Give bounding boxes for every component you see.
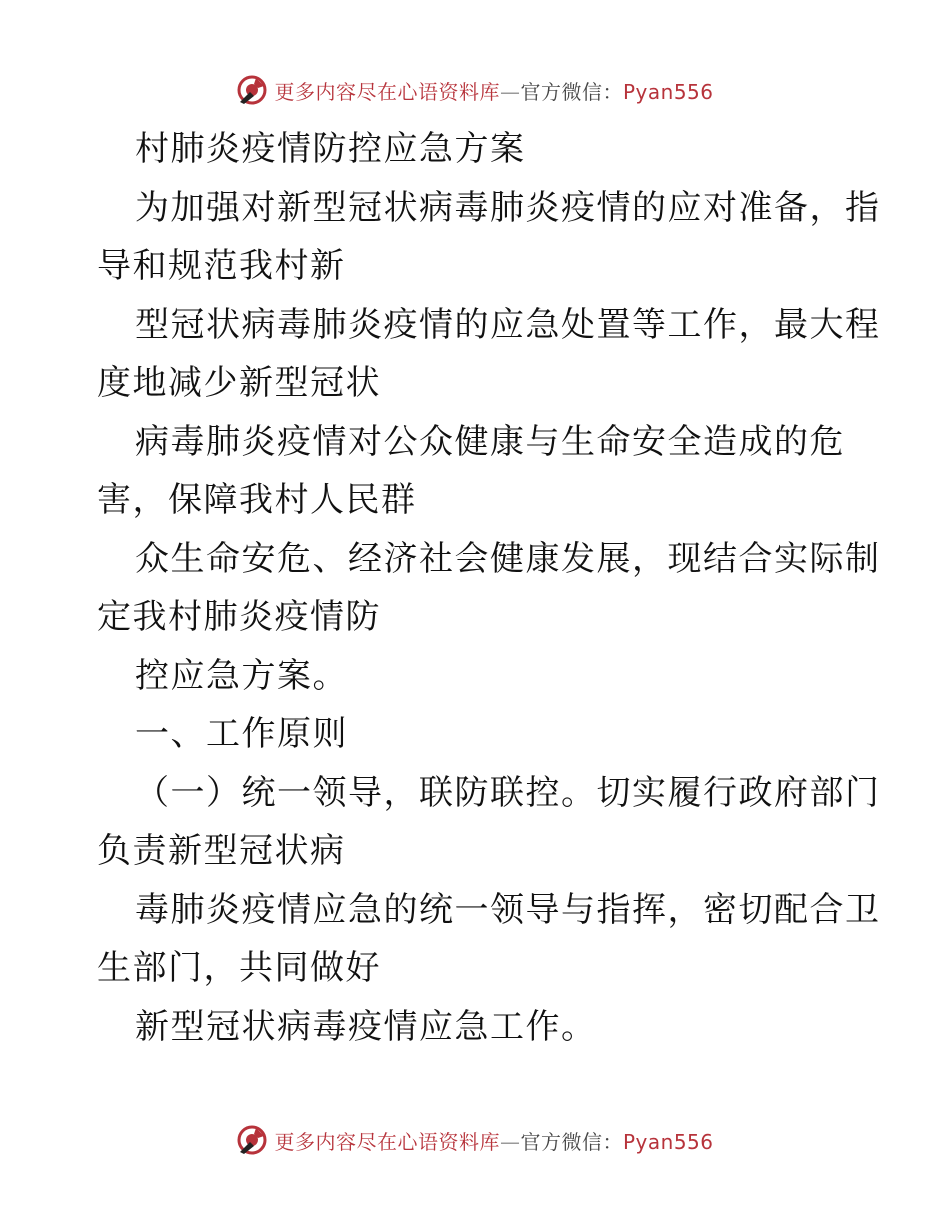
doc-line: 病毒肺炎疫情对公众健康与生命安全造成的危 — [135, 421, 845, 462]
doc-line: 毒肺炎疫情应急的统一领导与指挥，密切配合卫 — [135, 889, 881, 930]
section-heading: 一、工作原则 — [135, 714, 348, 754]
document-body — [97, 120, 881, 1056]
pen-logo-icon — [236, 74, 268, 106]
doc-line: 众生命安危、经济社会健康发展，现结合实际制 — [135, 538, 881, 579]
doc-line: 为加强对新型冠状病毒肺炎疫情的应对准备，指 — [135, 187, 881, 228]
doc-line: 导和规范我村新 — [97, 246, 346, 286]
watermark-header — [0, 70, 950, 110]
doc-line: 负责新型冠状病 — [97, 831, 346, 871]
pen-logo-icon — [236, 1124, 268, 1156]
watermark-footer — [0, 1120, 950, 1160]
doc-line: 生部门，共同做好 — [97, 948, 381, 988]
doc-line: 控应急方案。 — [135, 655, 348, 696]
doc-line: 度地减少新型冠状 — [97, 363, 381, 403]
doc-line: 害，保障我村人民群 — [97, 480, 417, 520]
doc-line: 定我村肺炎疫情防 — [97, 597, 381, 637]
watermark-text: 更多内容尽在心语资料库—官方微信：Pyan556 — [274, 79, 714, 104]
watermark-text: 更多内容尽在心语资料库—官方微信：Pyan556 — [274, 1129, 714, 1154]
doc-title: 村肺炎疫情防控应急方案 — [135, 129, 526, 169]
doc-line: （一）统一领导，联防联控。切实履行政府部门 — [135, 772, 881, 813]
doc-line: 型冠状病毒肺炎疫情的应急处置等工作，最大程 — [135, 304, 881, 345]
doc-line: 新型冠状病毒疫情应急工作。 — [135, 1006, 597, 1047]
